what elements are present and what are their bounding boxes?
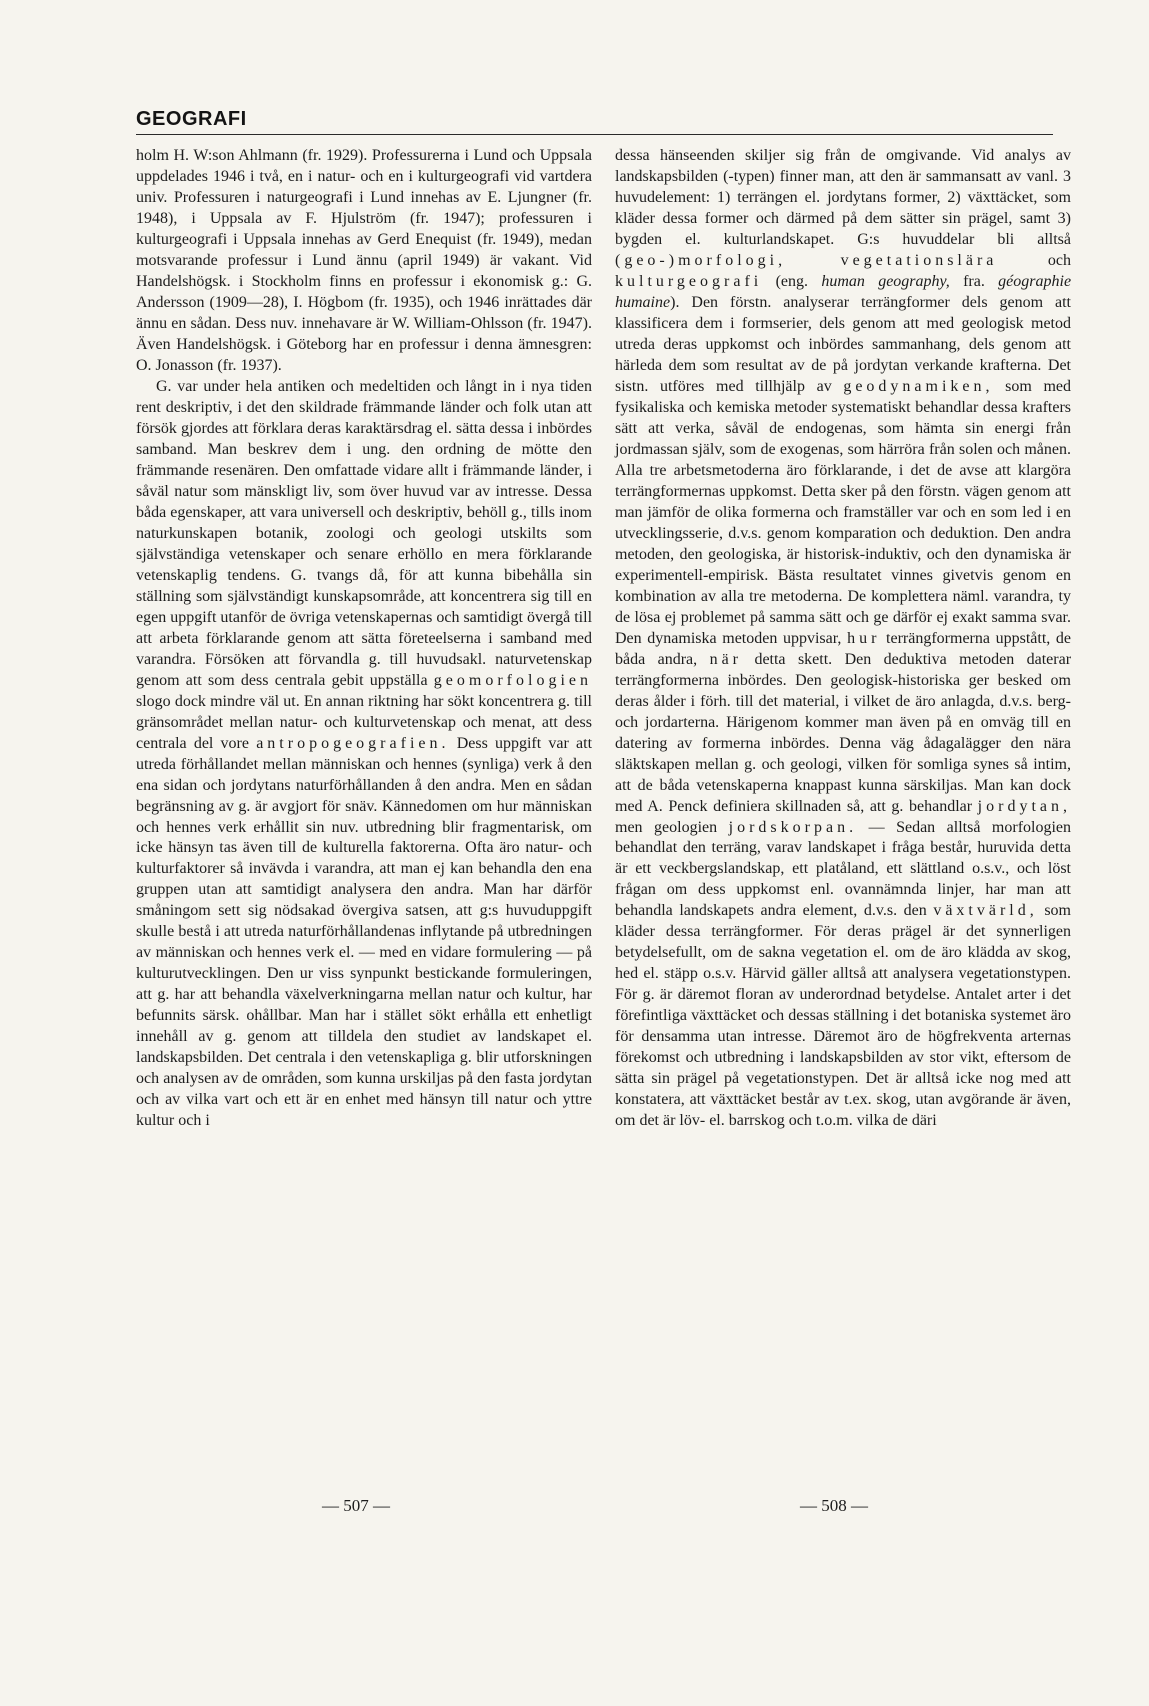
spaced-term: kulturgeografi [615, 272, 763, 290]
paragraph [615, 146, 1071, 1132]
italic-term: géographie humaine [615, 272, 1072, 311]
spaced-term: geodynamiken, [843, 377, 994, 395]
text-run: ). Den förstn. analyserar terrängformer dels genom att klassificera dem i formserier, dels genom att med geologisk metod utreda deras uppkomst och inbördes sammanhang, dels genom att härleda dem som resultat av de på jordytan verkande krafterna. Det sistn. utföres med tillhjälp av [615, 293, 1071, 395]
spaced-term: geomorfologien [433, 671, 592, 689]
spaced-term: jordskorpan. [728, 818, 858, 836]
spaced-term: växtvärld, [933, 902, 1038, 920]
spaced-term: hur [847, 629, 881, 647]
header-rule [136, 134, 1053, 135]
text-run: som kläder dessa terrängformer. För deras prägel är det synnerligen betydelsefullt, om de sakna vegetation el. om de äro klädda av skog, hed el. stäpp o.s.v. Härvid gäller alltså att analysera vegetationstypen. För g. är däremot floran av underordnad betydelse. Antalet arter i det förefintliga växttäcket och dessas ställning i det botaniska systemet äro för densamma utan intresse. Däremot äro de högfrekventa arternas förekomst och utbredning i landskapsbilden av stor vikt, eftersom de sätta sin prägel på vegetationstypen. Det är alltså icke nog med att konstatera, att växttäcket består av t.ex. skog, utan avgörande är även, om det är löv- el. barrskog och t.o.m. vilka de däri [615, 902, 1071, 1130]
text-run: som med fysikaliska och kemiska metoder systematiskt behandlar dessa krafters sätt att verka, såväl de endogenas, som hämta sin energi från jordmassan själv, som de exogenas, som härröra från solen och månen. Alla tre arbetsmetoderna äro förklarande, i det de avse att klargöra terrängformernas uppkomst. Detta sker på den förstn. vägen genom att man jämför de olika formerna och framställer var och en som led i en utvecklingsserie, d.v.s. genom komparation och deduktion. Den andra metoden, den geologiska, är historisk-induktiv, och den dynamiska är experimentell-empirisk. Bästa resultatet vinnes givetvis genom en kombination av alla tre metoderna. De komplettera näml. varandra, ty de lösa ej problemet på samma sätt och ge därför ej exakt samma svar. Den dynamiska metoden uppvisar, [615, 377, 1071, 647]
text-run: dessa hänseenden skiljer sig från de omgivande. Vid analys av landskapsbilden (-typen) finner man, att den är sammansatt av vanl. 3 huvudelement: 1) terrängen el. jordytans former, 2) växttäcket, som kläder dessa former och därmed på dem sätter sin prägel, samt 3) bygden el. kulturlandskapet. G:s huvuddelar bli alltså [615, 147, 1071, 248]
paragraph [136, 377, 592, 1132]
spaced-term: jordytan, [977, 797, 1071, 815]
page-number-left: — 507 — [322, 1496, 390, 1515]
text-run: G. var under hela antiken och medeltiden och långt in i nya tiden rent deskriptiv, i det den skildrade främmande länder och folk utan att försök gjordes att förklara deras karaktärsdrag el. sätta dessa i inbördes samband. Man beskrev dem i ung. den ordning de mötte den främmande resenären. Den omfattade vidare allt i främmande länder, i såväl natur som mänskligt liv, som över huvud var av intresse. Dessa båda egenskaper, att vara universell och deskriptiv, behöll g., tills inom naturkunskapen botanik, zoologi och geologi utskilts som självständiga vetenskaper och senare erhöllo en mera förklarande vetenskaplig tendens. G. tvangs då, för att kunna bibehålla sin ställning som självständigt kunskapsområde, att koncentrera sig till en egen uppgift utanför de övriga vetenskapernas och samtidigt övergå till att arbeta förklarande genom att sätta företeelserna i samband med varandra. Försöken att förvandla g. till huvudsakl. naturvetenskap genom att som dess centrala gebit uppställa [136, 377, 593, 689]
text-run: slogo dock mindre väl ut. En annan riktning har sökt koncentrera g. till gränsområdet mellan natur- och kulturvetenskap och menat, att dess centrala del vore [136, 692, 592, 752]
spaced-term: antropogeografien. [256, 734, 450, 752]
right-column [615, 146, 1071, 1132]
page-number-right: — 508 — [800, 1496, 868, 1515]
text-run: terrängformerna uppstått, de båda andra, [615, 629, 1072, 668]
text-run: (eng. [775, 272, 808, 290]
text-run: och [1047, 251, 1071, 269]
text-run: men geologien [615, 818, 718, 836]
spaced-term: (geo-)morfologi, vegetationslära [615, 251, 998, 269]
running-head: GEOGRAFI [136, 108, 247, 130]
paragraph: holm H. W:son Ahlmann (fr. 1929). Professurerna i Lund och Uppsala uppdelades 1946 i två, en i natur- och en i kulturgeografi vid vartdera univ. Professuren i naturgeografi i Lund innehas av E. Ljungner (fr. 1948), i Uppsala av F. Hjulström (fr. 1947); professuren i kulturgeografi i Uppsala innehas av Gerd Enequist (fr. 1949), medan motsvarande professur i Lund ännu (april 1949) är vakant. Vid Handelshögsk. i Stockholm finns en professur i ekonomisk g.: G. Andersson (1909—28), I. Högbom (fr. 1935), och 1946 inrättades där ännu en sådan. Dess nuv. innehavare är W. William-Ohlsson (fr. 1947). Även Handelshögsk. i Göteborg har en professur i denna ämnesgren: O. Jonasson (fr. 1937). [136, 147, 592, 374]
text-run: detta skett. Den deduktiva metoden daterar terrängformerna inbördes. Den geologisk-historiska ger besked om deras ålder i förh. till det material, i vilket de äro anlagda, d.v.s. berg- och jordarterna. Härigenom kommer man även på en omväg till en datering av formerna inbördes. Denna väg ådagalägger den nära släktskapen mellan g. och geologi, vilken för somliga synes så intim, att de båda vetenskaperna knappast kunna särskiljas. Man kan dock med A. Penck definiera skillnaden så, att g. behandlar [615, 650, 1072, 815]
text-run: — Sedan alltså morfologien behandlat den terräng, varav landskapet i fråga består, huruvida detta är ett veckbergslandskap, ett platåland, ett slättland o.s.v., och löst frågan om dess uppkomst enl. ovannämnda linjer, har man att behandla landskapets andra element, d.v.s. den [615, 818, 1072, 920]
text-run: Dess uppgift var att utreda förhållandet mellan människan och hennes (synliga) verk å den ena sidan och jordytans naturförhållanden å den andra. Men en sådan begränsning av g. är avgjort för snäv. Kännedomen om hur människan och hennes verk erhållit sin nuv. utbredning blir fragmentarisk, om icke hänsyn tas även till de kulturella faktorerna. Ofta äro natur- och kulturfaktorer så invävda i varandra, att man ej kan behandla den ena gruppen utan att samtidigt analysera den andra. Man har därför småningom sett sig nödsakad övergiva satsen, att g:s huvuduppgift skulle bestå i att utreda naturförhållandenas inflytande på utbredningen av människan och hennes verk el. — med en vidare formulering — på kulturutvecklingen. Den ur viss synpunkt bestickande formuleringen, att g. har att behandla växelverkningarna mellan natur och kultur, har befunnits särsk. ohållbar. Man har i stället sökt erhålla ett enhetligt innehåll av g. genom att tilldela den studiet av landskapet el. landskapsbilden. Det centrala i den vetenskapliga g. blir utforskningen och analysen av de områden, som kunna urskiljas på den fasta jordytan och av vilka vart och ett är en enhet med hänsyn till natur och yttre kultur och i [136, 734, 593, 1130]
italic-term: human geography, [821, 272, 950, 290]
spaced-term: när [709, 650, 743, 668]
left-column [136, 146, 592, 1132]
text-run: fra. [963, 272, 985, 290]
